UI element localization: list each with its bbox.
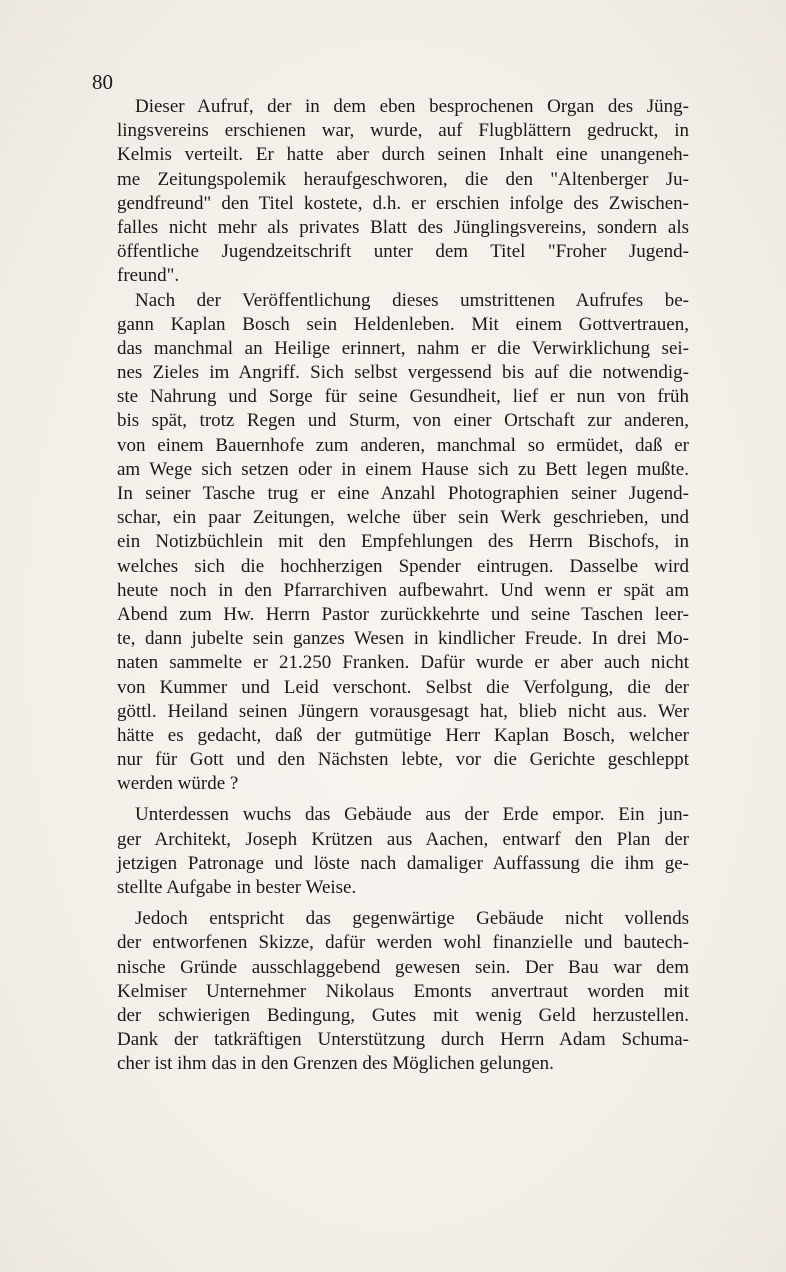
text-line: Kelmiser Unternehmer Nikolaus Emonts anvertraut worden mit bbox=[117, 980, 689, 1002]
text-line: heute noch in den Pfarrarchiven aufbewahrt. Und wenn er spät am bbox=[117, 579, 689, 601]
text-line: cher ist ihm das in den Grenzen des Möglichen gelungen. bbox=[117, 1053, 554, 1075]
text-line: schar, ein paar Zeitungen, welche über sein Werk geschrieben, und bbox=[117, 507, 689, 529]
text-line: falles nicht mehr als privates Blatt des Jünglingsvereins, sondern als bbox=[117, 216, 689, 238]
paragraph bbox=[117, 907, 689, 1076]
text-line: naten sammelte er 21.250 Franken. Dafür wurde er aber auch nicht bbox=[117, 652, 689, 674]
text-line: nische Gründe ausschlaggebend gewesen sein. Der Bau war dem bbox=[117, 956, 689, 978]
page-number: 80 bbox=[92, 70, 113, 94]
text-line: der schwierigen Bedingung, Gutes mit wenig Geld herzustellen. bbox=[117, 1004, 689, 1026]
text-line: freund". bbox=[117, 265, 180, 287]
text-line: lingsvereins erschienen war, wurde, auf Flugblättern gedruckt, in bbox=[117, 120, 689, 142]
text-line: das manchmal an Heilige erinnert, nahm er die Verwirklichung sei- bbox=[117, 337, 689, 359]
text-line: In seiner Tasche trug er eine Anzahl Photographien seiner Jugend- bbox=[117, 483, 689, 504]
paragraph-gap bbox=[117, 796, 689, 803]
text-line: ger Architekt, Joseph Krützen aus Aachen, entwarf den Plan der bbox=[117, 828, 689, 850]
text-line: von Kummer und Leid verschont. Selbst die Verfolgung, die der bbox=[117, 676, 689, 698]
text-line: von einem Bauernhofe zum anderen, manchmal so ermüdet, daß er bbox=[117, 434, 689, 456]
text-line: öffentliche Jugendzeitschrift unter dem Titel "Froher Jugend- bbox=[117, 241, 689, 263]
text-line: Kelmis verteilt. Er hatte aber durch seinen Inhalt eine unangeneh- bbox=[117, 144, 689, 166]
text-line: jetzigen Patronage und löste nach damaliger Auffassung die ihm ge- bbox=[117, 852, 689, 874]
paragraph bbox=[117, 289, 689, 797]
body-text bbox=[117, 95, 689, 1077]
text-line: nes Zieles im Angriff. Sich selbst vergessend bis auf die notwendig- bbox=[117, 362, 689, 384]
text-line: Dank der tatkräftigen Unterstützung durch Herrn Adam Schuma- bbox=[117, 1029, 689, 1051]
text-line: göttl. Heiland seinen Jüngern vorausgesagt hat, blieb nicht aus. Wer bbox=[117, 700, 689, 722]
text-line: Nach der Veröffentlichung dieses umstrittenen Aufrufes be- bbox=[135, 289, 689, 311]
text-line: te, dann jubelte sein ganzes Wesen in kindlicher Freude. In drei Mo- bbox=[117, 628, 689, 650]
text-line: bis spät, trotz Regen und Sturm, von einer Ortschaft zur anderen, bbox=[117, 410, 689, 432]
text-line: der entworfenen Skizze, dafür werden wohl finanzielle und bautech- bbox=[117, 932, 689, 954]
text-line: Jedoch entspricht das gegenwärtige Gebäude nicht vollends bbox=[135, 908, 689, 930]
paragraph-gap bbox=[117, 900, 689, 907]
text-line: welches sich die hochherzigen Spender eintrugen. Dasselbe wird bbox=[117, 555, 689, 577]
text-line: Dieser Aufruf, der in dem eben besprochenen Organ des Jüng- bbox=[135, 96, 689, 117]
text-line: me Zeitungspolemik heraufgeschworen, die den "Altenberger Ju- bbox=[117, 168, 689, 190]
text-line: hätte es gedacht, daß der gutmütige Herr Kaplan Bosch, welcher bbox=[117, 724, 689, 746]
text-line: nur für Gott und den Nächsten lebte, vor die Gerichte geschleppt bbox=[117, 749, 689, 771]
text-line: stellte Aufgabe in bester Weise. bbox=[117, 877, 357, 898]
text-line: am Wege sich setzen oder in einem Hause sich zu Bett legen mußte. bbox=[117, 458, 689, 480]
text-line: Abend zum Hw. Herrn Pastor zurückkehrte und seine Taschen leer- bbox=[117, 603, 689, 625]
paragraph bbox=[117, 95, 689, 289]
text-line: ein Notizbüchlein mit den Empfehlungen des Herrn Bischofs, in bbox=[117, 531, 689, 553]
text-line: ste Nahrung und Sorge für seine Gesundheit, lief er nun von früh bbox=[117, 386, 689, 408]
paragraph bbox=[117, 803, 689, 900]
text-line: gendfreund" den Titel kostete, d.h. er erschien infolge des Zwischen- bbox=[117, 192, 689, 214]
text-line: Unterdessen wuchs das Gebäude aus der Erde empor. Ein jun- bbox=[135, 804, 689, 826]
text-line: werden würde ? bbox=[117, 773, 239, 795]
text-line: gann Kaplan Bosch sein Heldenleben. Mit einem Gottvertrauen, bbox=[117, 313, 689, 335]
